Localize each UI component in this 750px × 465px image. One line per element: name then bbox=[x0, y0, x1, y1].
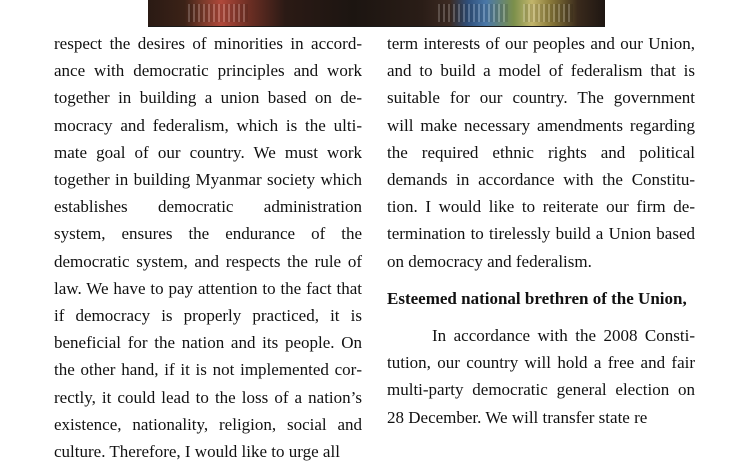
left-text-column bbox=[54, 30, 362, 465]
body-paragraph: term interests of our peoples and our Union, and to build a model of federalism that is suitable for our country. The government will make necessary amendments regarding the required ethnic rights and political demands in accordance with the Constitution. I would like to reiterate our firm determination to tirelessly build a Union based on democracy and federalism. bbox=[387, 34, 695, 271]
body-paragraph: respect the desires of minorities in accordance with democratic principles and work together in building a union based on democracy and federalism, which is the ultimate goal of our country. We must work together in building Myanmar society which establishes democratic administration system, ensures the endurance of the democratic system, and respects the rule of law. We have to pay attention to the fact that if democracy is properly practiced, it is beneficial for the nation and its people. On the other hand, if it is not implemented correctly, it could lead to the loss of a nation’s existence, nationality, religion, social and culture. Therefore, I would like to urge all bbox=[54, 34, 362, 462]
header-photo bbox=[148, 0, 605, 27]
photo-textile-pattern bbox=[523, 4, 573, 22]
right-text-column bbox=[387, 30, 695, 431]
body-paragraph: In accordance with the 2008 Constitution, our country will hold a free and fair multi-party democratic general election on 28 December. We will transfer state re bbox=[387, 326, 695, 427]
section-heading: Esteemed national brethren of the Union, bbox=[387, 288, 687, 308]
photo-textile-pattern bbox=[188, 4, 248, 22]
photo-textile-pattern bbox=[438, 4, 508, 22]
